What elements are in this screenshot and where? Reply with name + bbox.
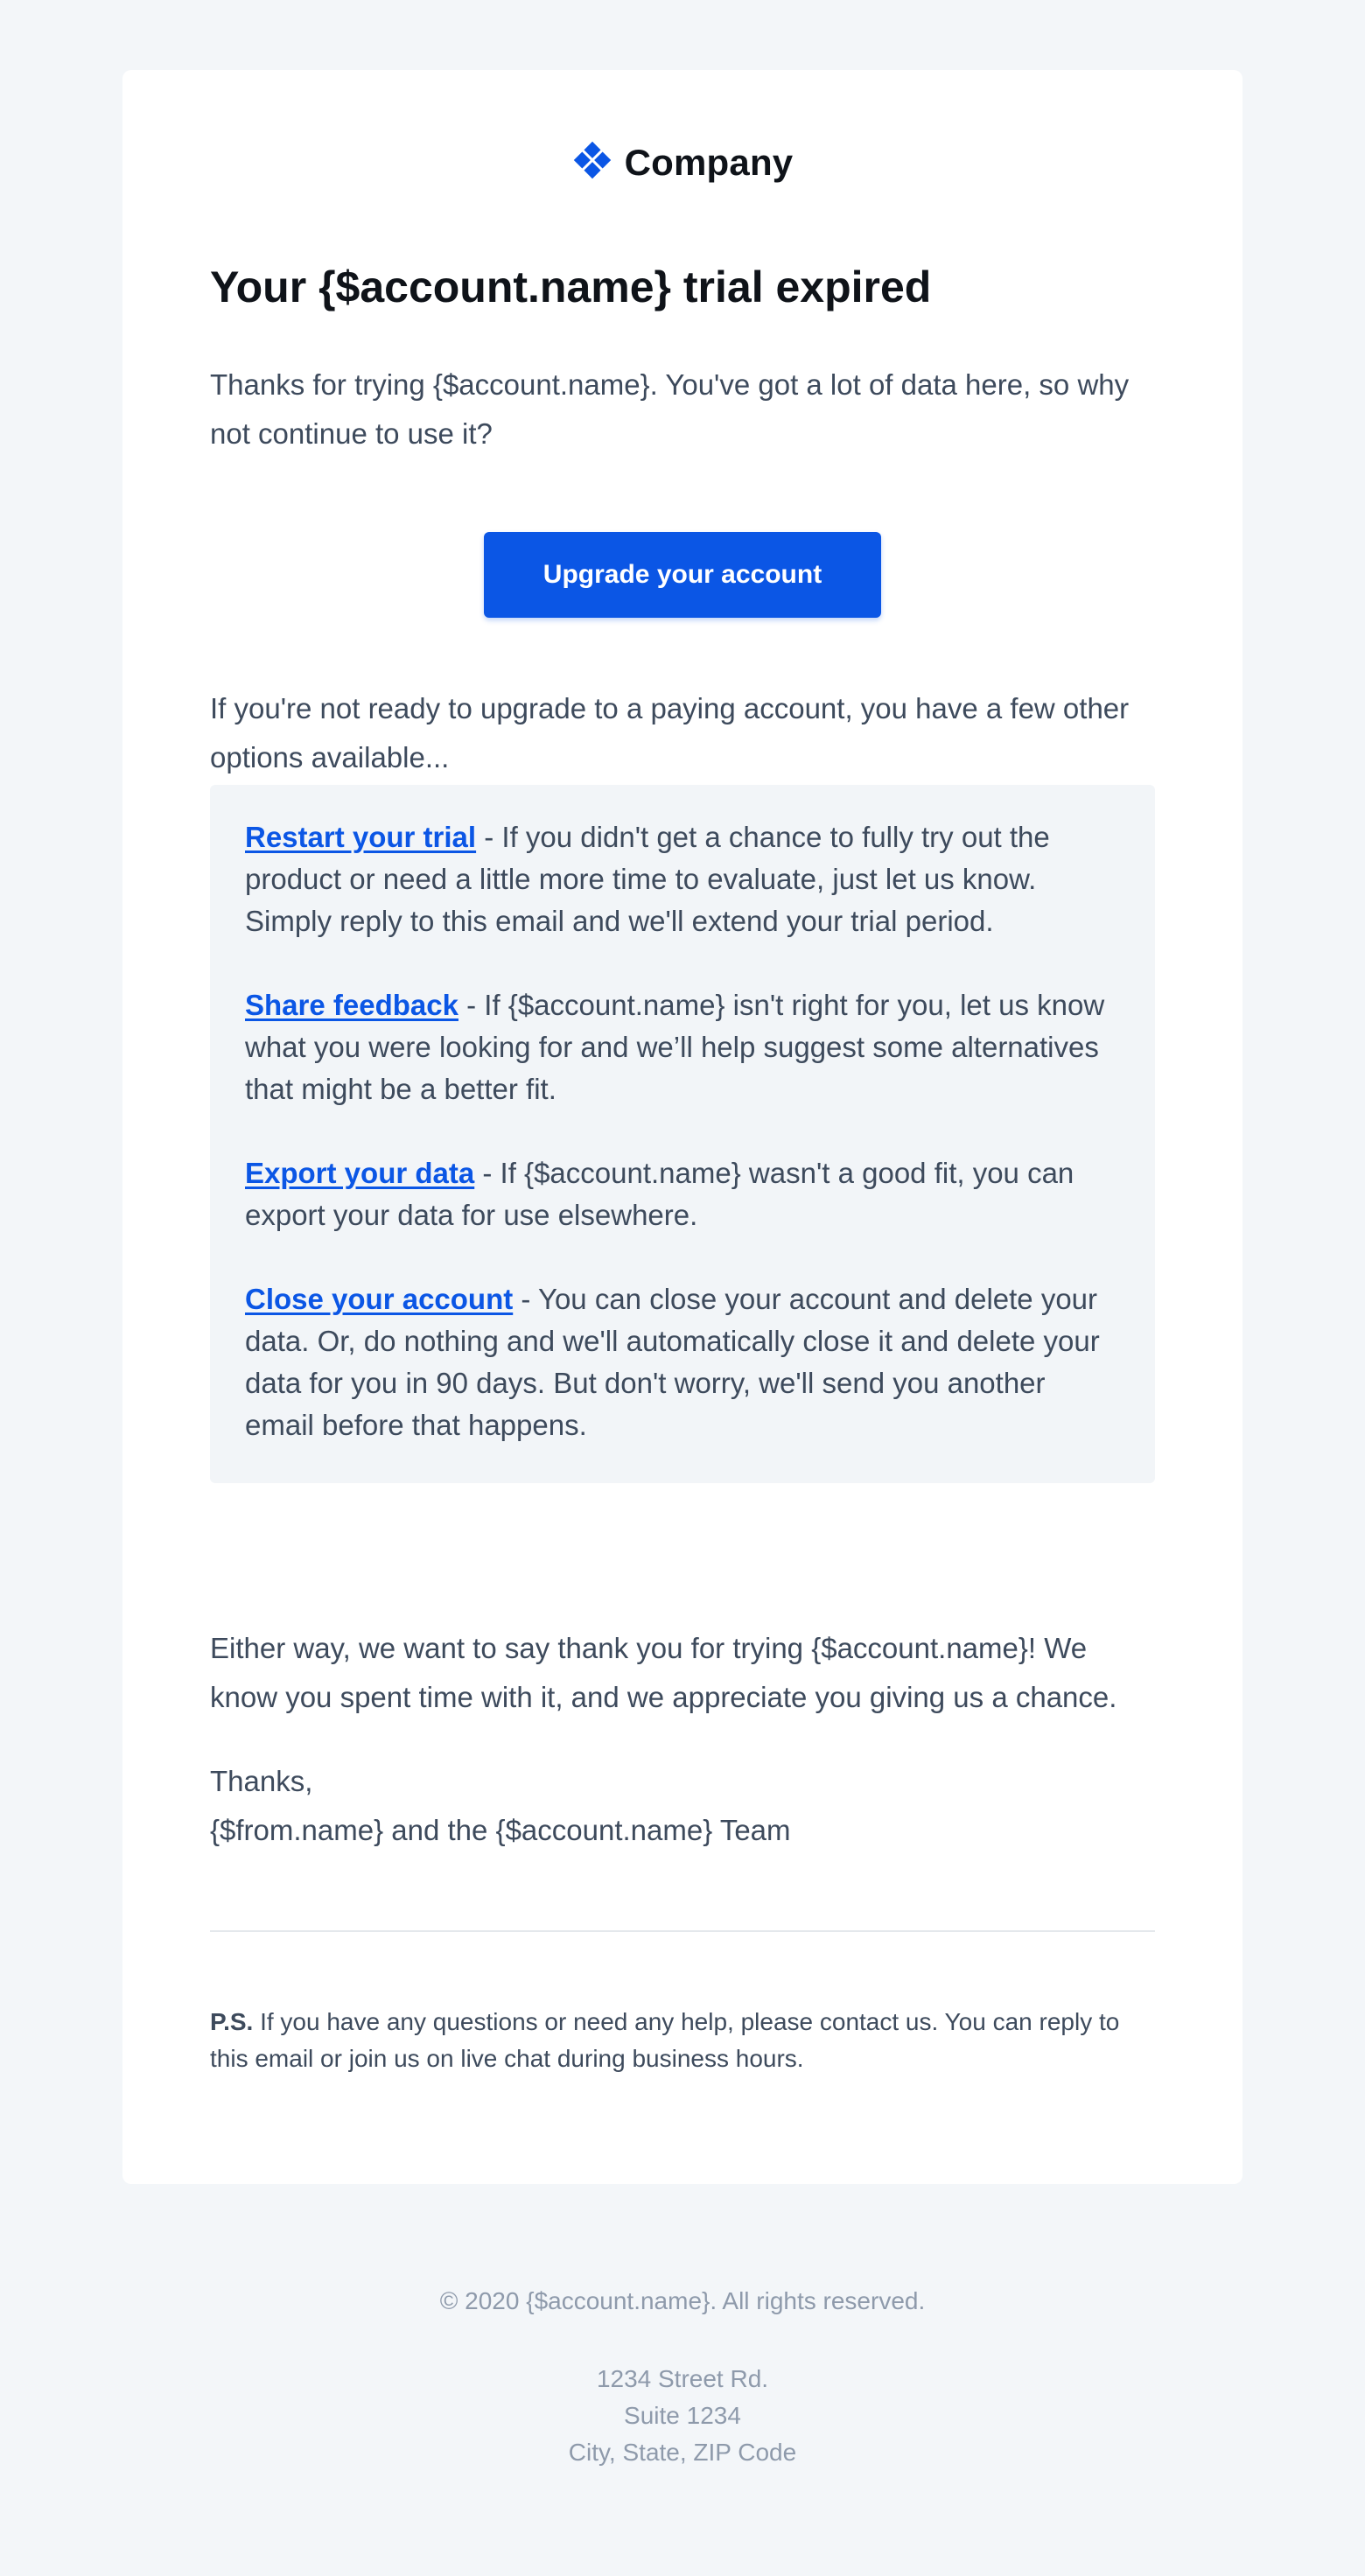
restart-trial-link[interactable]: Restart your trial	[245, 821, 477, 853]
close-account-link[interactable]: Close your account	[245, 1283, 514, 1315]
diamond-grid-icon	[572, 140, 612, 185]
sign-off: Thanks,	[210, 1765, 313, 1797]
option-restart-trial	[245, 816, 1120, 942]
option-text: - If {$account.name} isn't right for you, let us know what you were looking for and we’ll help suggest some alternatives that might be a better fit.	[245, 989, 1105, 1105]
email-heading: Your {$account.name} trial expired	[210, 262, 932, 312]
option-close-account	[245, 1278, 1120, 1446]
export-data-link[interactable]: Export your data	[245, 1157, 475, 1189]
brand-name: Company	[624, 141, 794, 183]
address-line: City, State, ZIP Code	[568, 2439, 797, 2466]
not-ready-paragraph: If you're not ready to upgrade to a paying account, you have a few other options available...	[210, 692, 1130, 774]
footer-copyright: © 2020 {$account.name}. All rights reserved.	[439, 2287, 926, 2314]
address-line: Suite 1234	[624, 2402, 741, 2429]
option-text: - You can close your account and delete your data. Or, do nothing and we'll automatically close it and delete your data for you in 90 days. But don't worry, we'll send you another email before that happens.	[245, 1283, 1100, 1441]
address-line: 1234 Street Rd.	[596, 2365, 769, 2392]
brand-logo[interactable]	[122, 140, 1242, 185]
option-text: - If you didn't get a chance to fully try out the product or need a little more time to evaluate, just let us know. Simply reply to this email and we'll extend your trial period.	[245, 821, 1050, 937]
footer-address	[0, 2361, 1365, 2471]
intro-paragraph: Thanks for trying {$account.name}. You've got a lot of data here, so why not continue to use it?	[210, 368, 1130, 450]
upgrade-account-button[interactable]: Upgrade your account	[484, 532, 881, 618]
cta-container	[122, 532, 1242, 618]
either-way-paragraph: Either way, we want to say thank you for trying {$account.name}! We know you spent time with it, and we appreciate you giving us a chance.	[210, 1632, 1117, 1713]
option-share-feedback	[245, 984, 1120, 1110]
ps-label: P.S.	[210, 2008, 254, 2035]
option-export-data	[245, 1152, 1120, 1236]
options-box	[210, 785, 1155, 1483]
divider	[210, 1930, 1155, 1932]
signature: {$from.name} and the {$account.name} Team	[210, 1814, 791, 1846]
postscript	[210, 2004, 1155, 2077]
share-feedback-link[interactable]: Share feedback	[245, 989, 458, 1021]
sign-off-block	[210, 1757, 1155, 1855]
option-text: - If {$account.name} wasn't a good fit, you can export your data for use elsewhere.	[245, 1157, 1074, 1231]
ps-text: If you have any questions or need any help, please contact us. You can reply to this email or join us on live chat during business hours.	[210, 2008, 1120, 2072]
